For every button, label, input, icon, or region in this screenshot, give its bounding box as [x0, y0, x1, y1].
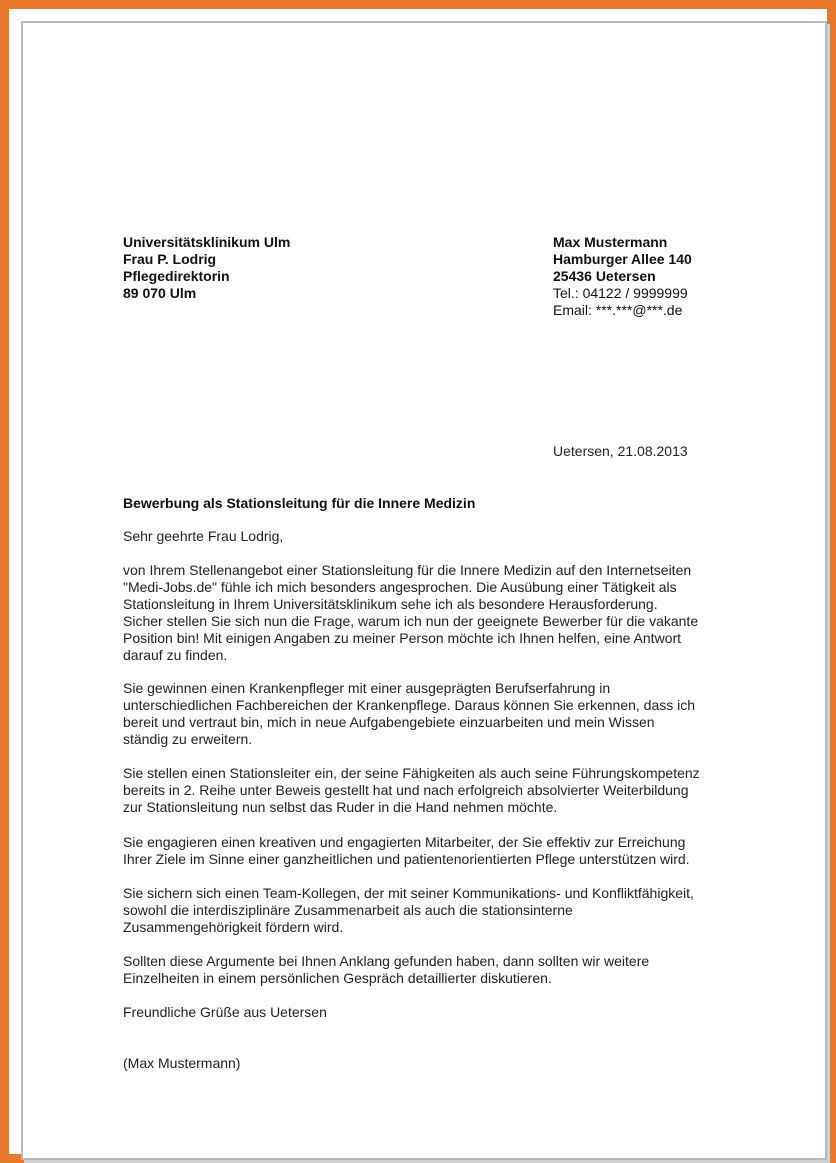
text-line: Einzelheiten in einem persönlichen Gespräch detaillierter diskutieren. [123, 970, 552, 986]
text-line: Zusammengehörigkeit fördern wird. [123, 919, 344, 935]
text-line: Position bin! Mit einigen Angaben zu meiner Person möchte ich Ihnen helfen, eine Antwort [123, 630, 682, 646]
text-line: Sie engagieren einen kreativen und engagierten Mitarbeiter, der Sie effektiv zur Erreichung [123, 834, 686, 850]
text-line: Ihrer Ziele im Sinne einer ganzheitlichen und patientenorientierten Pflege unterstützen wird. [123, 851, 690, 867]
signature: (Max Mustermann) [123, 1055, 241, 1071]
text-line: sowohl die interdisziplinäre Zusammenarbeit als auch die stationsinterne [123, 902, 573, 918]
text-line: unterschiedlichen Fachbereichen der Krankenpflege. Daraus können Sie erkennen, dass ich [123, 697, 696, 713]
recipient-line: Frau P. Lodrig [123, 251, 217, 267]
sender-city: 25436 Uetersen [553, 268, 656, 284]
text-line: Sie sichern sich einen Team-Kollegen, der mit seiner Kommunikations- und Konfliktfähigkeit, [123, 885, 694, 901]
text-line: bereit und vertraut bin, mich in neue Aufgabengebiete einzuarbeiten und mein Wissen [123, 714, 655, 730]
sender-email: Email: ***.***@***.de [553, 302, 683, 318]
closing: Freundliche Grüße aus Uetersen [123, 1004, 327, 1020]
text-line: darauf zu finden. [123, 647, 228, 663]
paragraph [123, 834, 690, 868]
paragraph [123, 953, 649, 987]
recipient-line: 89 070 Ulm [123, 285, 197, 301]
text-line: Stationsleitung in Ihrem Universitätsklinikum sehe ich als besondere Herausforderung. [123, 596, 658, 612]
sender-address [553, 234, 692, 319]
text-line: "Medi-Jobs.de" fühle ich mich besonders angesprochen. Die Ausübung einer Tätigkeit als [123, 579, 677, 595]
text-line: Sie stellen einen Stationsleiter ein, der seine Fähigkeiten als auch seine Führungskompetenz [123, 765, 700, 781]
text-line: ständig zu erweitern. [123, 731, 253, 747]
text-line: Sollten diese Argumente bei Ihnen Anklang gefunden haben, dann sollten wir weitere [123, 953, 650, 969]
paragraph [123, 885, 694, 936]
recipient-address [123, 234, 290, 302]
text-line: von Ihrem Stellenangebot einer Stationsleitung für die Innere Medizin auf den Internetseiten [123, 562, 692, 578]
sender-phone: Tel.: 04122 / 9999999 [553, 285, 688, 301]
letter-date: Uetersen, 21.08.2013 [553, 443, 688, 459]
sender-name: Max Mustermann [553, 234, 668, 250]
text-line: Sicher stellen Sie sich nun die Frage, warum ich nun der geeignete Bewerber für die vakante [123, 613, 699, 629]
sender-street: Hamburger Allee 140 [553, 251, 692, 267]
paragraph [123, 562, 698, 664]
letter-subject: Bewerbung als Stationsleitung für die Innere Medizin [123, 495, 476, 511]
text-line: Sie gewinnen einen Krankenpfleger mit einer ausgeprägten Berufserfahrung in [123, 680, 611, 696]
text-line: zur Stationsleitung nun selbst das Ruder in die Hand nehmen möchte. [123, 799, 558, 815]
text-line: bereits in 2. Reihe unter Beweis gestellt hat und nach erfolgreich absolvierter Weiterbildung [123, 782, 689, 798]
paragraph [123, 680, 695, 748]
paragraph [123, 765, 700, 816]
salutation: Sehr geehrte Frau Lodrig, [123, 528, 284, 544]
letter-page [21, 21, 827, 1160]
recipient-line: Pflegedirektorin [123, 268, 230, 284]
recipient-line: Universitätsklinikum Ulm [123, 234, 291, 250]
